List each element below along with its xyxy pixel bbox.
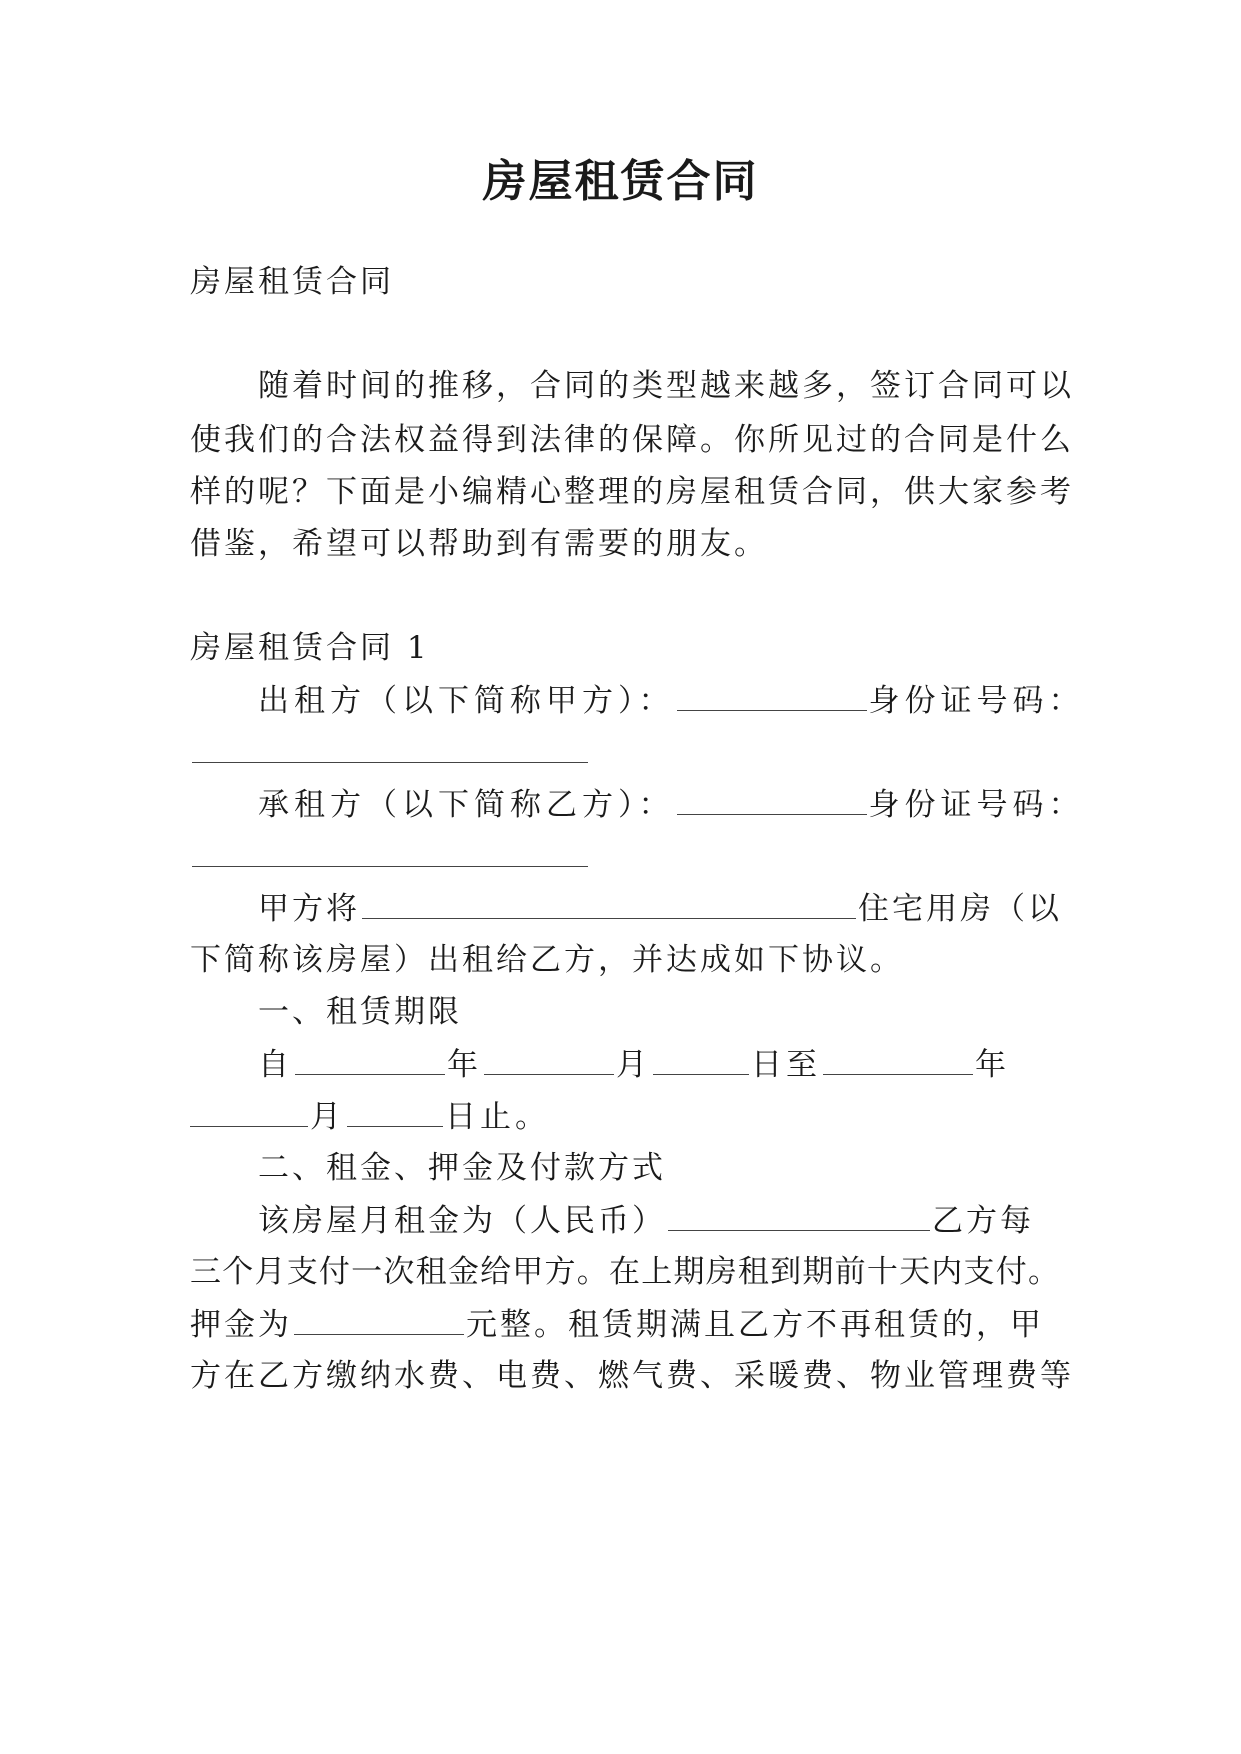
rent-amount-blank[interactable]: [668, 1198, 930, 1231]
term-line-2: [190, 1094, 1060, 1139]
rent-suffix: 乙方每: [932, 1203, 1034, 1239]
end-year-blank[interactable]: [823, 1042, 973, 1075]
deposit-suffix: 元整。租赁期满且乙方不再租赁的，甲: [466, 1307, 1044, 1343]
last-line: 方在乙方缴纳水费、电费、燃气费、采暖费、物业管理费等: [190, 1358, 1074, 1394]
premises-line-2: 下简称该房屋）出租给乙方，并达成如下协议。: [190, 942, 904, 978]
lessor-label: 出租方（以下简称甲方）：: [258, 683, 675, 719]
document-title: 房屋租赁合同: [482, 156, 759, 207]
end-month-blank[interactable]: [190, 1094, 308, 1127]
document-subtitle: 房屋租赁合同: [190, 264, 394, 300]
rent-line-2: 三个月支付一次租金给甲方。在上期房租到期前十天内支付。: [190, 1254, 1060, 1290]
start-day-blank[interactable]: [653, 1042, 749, 1075]
contract-heading: 房屋租赁合同 1: [190, 630, 430, 666]
term-year-1: 年: [447, 1047, 482, 1083]
start-year-blank[interactable]: [295, 1042, 445, 1075]
deposit-prefix: 押金为: [190, 1307, 292, 1343]
rent-prefix: 该房屋月租金为（人民币）: [258, 1203, 666, 1239]
term-year-2: 年: [975, 1047, 1010, 1083]
lessor-id-line: [190, 730, 1060, 775]
term-month-1: 月: [616, 1047, 651, 1083]
lessor-id-label: 身份证号码：: [868, 683, 1085, 719]
deposit-line: [190, 1302, 1060, 1347]
section2-heading: 二、租金、押金及付款方式: [258, 1150, 666, 1186]
intro-line-2: 使我们的合法权益得到法律的保障。你所见过的合同是什么: [190, 422, 1074, 458]
start-month-blank[interactable]: [484, 1042, 614, 1075]
lessee-line: [258, 782, 1085, 827]
premises-prefix: 甲方将: [258, 891, 360, 927]
term-from: 自: [258, 1047, 293, 1083]
term-day-to: 日至: [751, 1047, 821, 1083]
deposit-amount-blank[interactable]: [294, 1302, 464, 1335]
lessor-line: [258, 678, 1085, 723]
rent-line: [258, 1198, 1060, 1243]
end-day-blank[interactable]: [347, 1094, 443, 1127]
lessee-id-line: [190, 834, 1060, 879]
lessee-id-blank[interactable]: [192, 834, 588, 867]
lessor-name-blank[interactable]: [677, 678, 867, 711]
lessee-name-blank[interactable]: [677, 782, 867, 815]
term-day-end: 日止。: [445, 1099, 550, 1135]
section1-heading: 一、租赁期限: [258, 994, 462, 1030]
intro-line-4: 借鉴，希望可以帮助到有需要的朋友。: [190, 526, 768, 562]
premises-suffix: 住宅用房（以: [858, 891, 1062, 927]
term-month-2: 月: [310, 1099, 345, 1135]
lessee-id-label: 身份证号码：: [868, 787, 1085, 823]
intro-line-1: 随着时间的推移，合同的类型越来越多，签订合同可以: [258, 368, 1074, 404]
premises-line: [258, 886, 1060, 931]
lessee-label: 承租方（以下简称乙方）：: [258, 787, 675, 823]
term-line: [258, 1042, 1060, 1087]
intro-line-3: 样的呢？下面是小编精心整理的房屋租赁合同，供大家参考: [190, 474, 1074, 510]
lessor-id-blank[interactable]: [192, 730, 588, 763]
premises-address-blank[interactable]: [362, 886, 856, 919]
